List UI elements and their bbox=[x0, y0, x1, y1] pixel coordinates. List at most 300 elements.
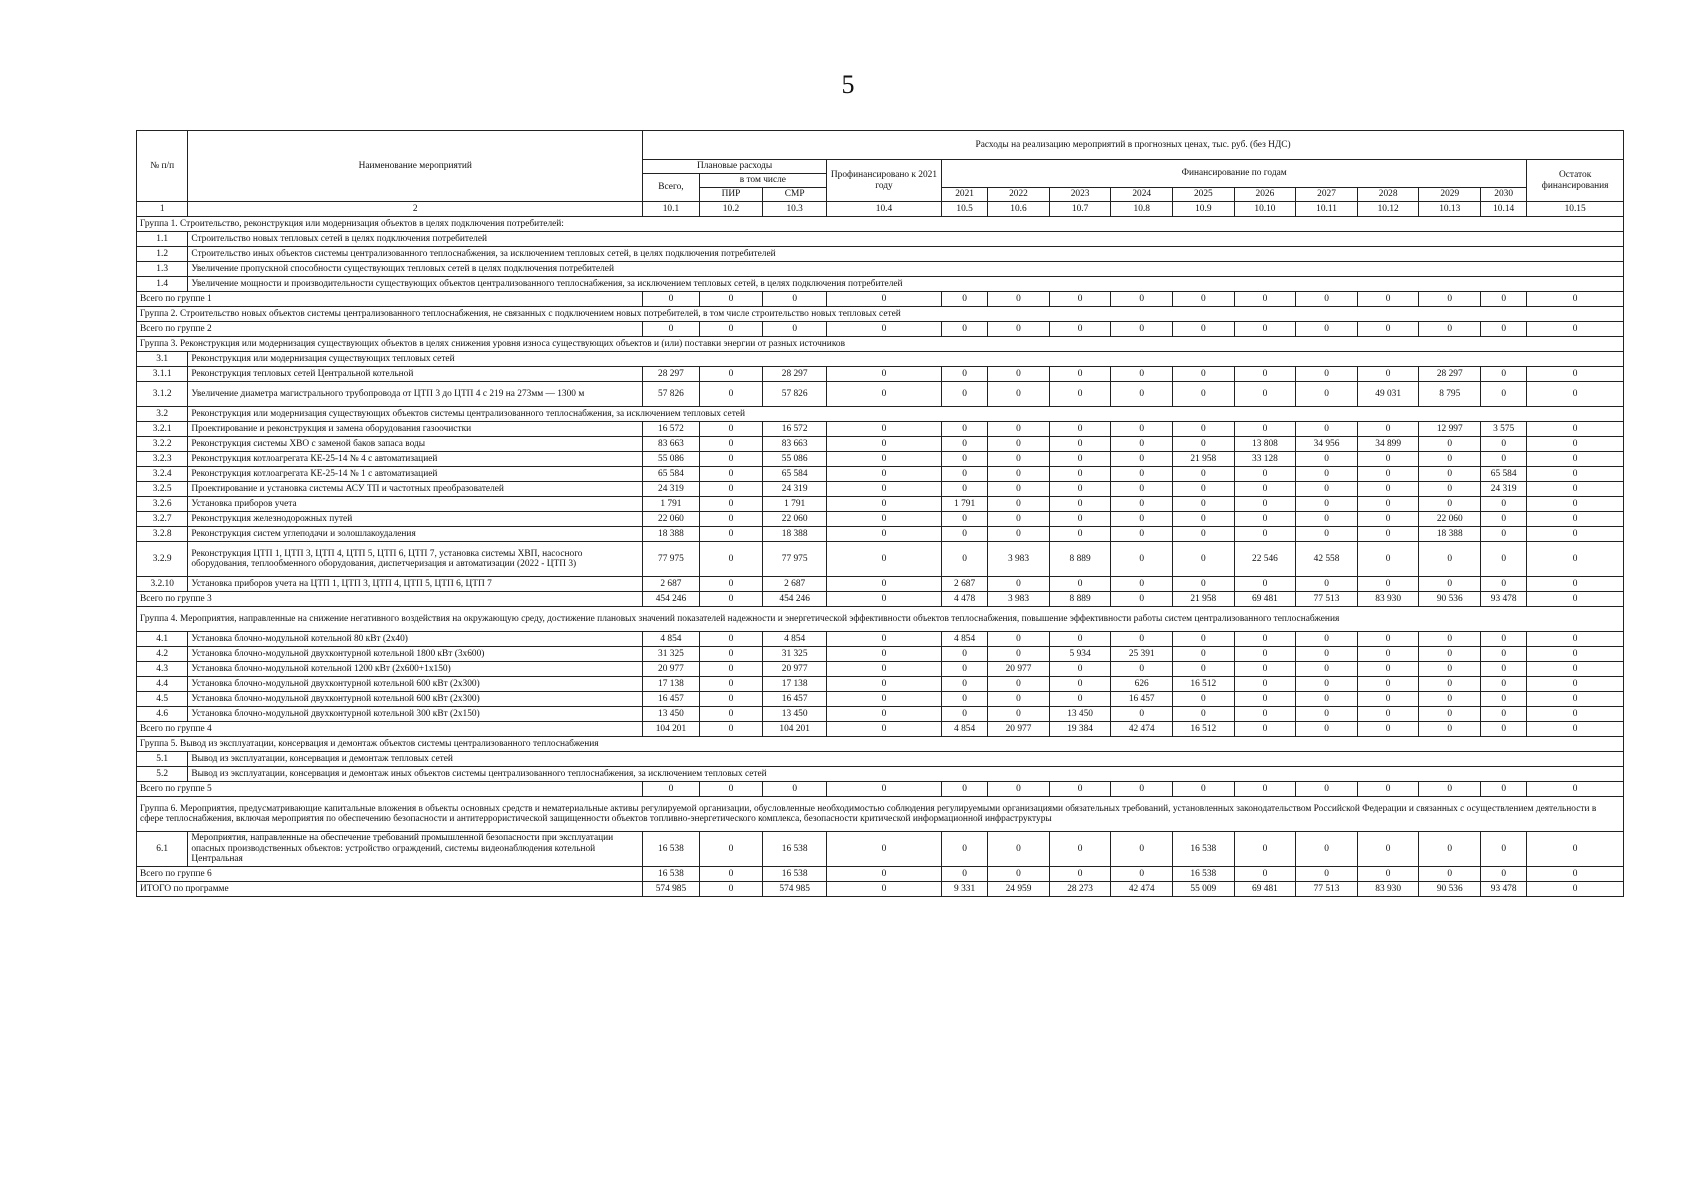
value-cell: 0 bbox=[1296, 452, 1358, 467]
value-cell: 0 bbox=[699, 882, 763, 897]
value-cell: 0 bbox=[826, 382, 941, 407]
column-number: 2 bbox=[188, 202, 643, 217]
value-cell: 0 bbox=[1049, 452, 1111, 467]
value-cell: 0 bbox=[826, 662, 941, 677]
value-cell: 0 bbox=[1481, 867, 1527, 882]
value-cell: 0 bbox=[941, 677, 987, 692]
value-cell: 0 bbox=[1527, 577, 1624, 592]
value-cell: 0 bbox=[1234, 512, 1296, 527]
value-cell: 0 bbox=[1296, 692, 1358, 707]
table-row bbox=[137, 527, 1624, 542]
value-cell: 0 bbox=[1173, 527, 1235, 542]
row-number: 3.2 bbox=[137, 407, 188, 422]
value-cell: 0 bbox=[988, 367, 1050, 382]
header-year-2024: 2024 bbox=[1111, 188, 1173, 202]
row-number: 1.2 bbox=[137, 247, 188, 262]
value-cell: 3 983 bbox=[988, 542, 1050, 577]
measure-name: Реконструкция системы ХВО с заменой баков запаса воды bbox=[188, 437, 643, 452]
value-cell: 0 bbox=[1357, 707, 1419, 722]
value-cell: 0 bbox=[763, 322, 827, 337]
value-cell: 1 791 bbox=[763, 497, 827, 512]
value-cell: 42 558 bbox=[1296, 542, 1358, 577]
value-cell: 13 450 bbox=[643, 707, 699, 722]
value-cell: 0 bbox=[1419, 542, 1481, 577]
value-cell: 0 bbox=[1481, 832, 1527, 867]
value-cell: 0 bbox=[1049, 662, 1111, 677]
measure-name: Реконструкция котлоагрегата КЕ-25-14 № 1 с автоматизацией bbox=[188, 467, 643, 482]
value-cell: 0 bbox=[1049, 467, 1111, 482]
value-cell: 0 bbox=[1527, 437, 1624, 452]
value-cell: 1 791 bbox=[941, 497, 987, 512]
header-including: в том числе bbox=[699, 174, 826, 188]
value-cell: 0 bbox=[988, 512, 1050, 527]
subgroup-name: Вывод из эксплуатации, консервация и демонтаж иных объектов системы централизованного теплоснабжения, за исключением тепловых сетей bbox=[188, 767, 1624, 782]
table-row bbox=[137, 882, 1624, 897]
value-cell: 0 bbox=[1111, 422, 1173, 437]
value-cell: 0 bbox=[988, 707, 1050, 722]
value-cell: 24 319 bbox=[643, 482, 699, 497]
table-row bbox=[137, 307, 1624, 322]
subgroup-name: Реконструкция или модернизация существующих объектов системы централизованного теплоснабжения, за исключением тепловых сетей bbox=[188, 407, 1624, 422]
value-cell: 16 457 bbox=[1111, 692, 1173, 707]
value-cell: 0 bbox=[826, 322, 941, 337]
value-cell: 0 bbox=[1481, 382, 1527, 407]
row-number: 4.5 bbox=[137, 692, 188, 707]
value-cell: 0 bbox=[826, 832, 941, 867]
measure-name: Реконструкция ЦТП 1, ЦТП 3, ЦТП 4, ЦТП 5, ЦТП 6, ЦТП 7, установка системы ХВП, насосного оборудования, теплообменного оборудования, диспетчеризация и автоматизации (2022 - ЦТП 3) bbox=[188, 542, 643, 577]
value-cell: 0 bbox=[1111, 382, 1173, 407]
value-cell: 0 bbox=[1357, 867, 1419, 882]
value-cell: 0 bbox=[1111, 867, 1173, 882]
row-number: 3.2.1 bbox=[137, 422, 188, 437]
value-cell: 0 bbox=[988, 497, 1050, 512]
value-cell: 0 bbox=[988, 577, 1050, 592]
value-cell: 0 bbox=[1481, 322, 1527, 337]
value-cell: 16 538 bbox=[763, 832, 827, 867]
measure-name: Установка блочно-модульной двухконтурной котельной 1800 кВт (3х600) bbox=[188, 647, 643, 662]
value-cell: 0 bbox=[1234, 467, 1296, 482]
value-cell: 0 bbox=[1173, 577, 1235, 592]
value-cell: 0 bbox=[699, 592, 763, 607]
header-financing-by-years: Финансирование по годам bbox=[941, 160, 1526, 188]
value-cell: 0 bbox=[1049, 482, 1111, 497]
value-cell: 0 bbox=[1296, 647, 1358, 662]
table-row bbox=[137, 542, 1624, 577]
row-number: 4.4 bbox=[137, 677, 188, 692]
value-cell: 0 bbox=[1527, 882, 1624, 897]
value-cell: 25 391 bbox=[1111, 647, 1173, 662]
row-number: 3.2.6 bbox=[137, 497, 188, 512]
value-cell: 0 bbox=[1296, 467, 1358, 482]
value-cell: 22 060 bbox=[643, 512, 699, 527]
value-cell: 16 572 bbox=[763, 422, 827, 437]
value-cell: 0 bbox=[1049, 832, 1111, 867]
total-label: Всего по группе 5 bbox=[137, 782, 643, 797]
value-cell: 0 bbox=[1111, 367, 1173, 382]
table-row bbox=[137, 452, 1624, 467]
value-cell: 0 bbox=[941, 542, 987, 577]
value-cell: 0 bbox=[941, 782, 987, 797]
value-cell: 0 bbox=[1357, 632, 1419, 647]
group-heading: Группа 1. Строительство, реконструкция или модернизация объектов в целях подключения потребителей: bbox=[137, 217, 1624, 232]
value-cell: 0 bbox=[1111, 707, 1173, 722]
value-cell: 0 bbox=[1234, 722, 1296, 737]
column-number: 10.7 bbox=[1049, 202, 1111, 217]
value-cell: 0 bbox=[1357, 512, 1419, 527]
value-cell: 4 854 bbox=[643, 632, 699, 647]
value-cell: 0 bbox=[1296, 422, 1358, 437]
column-numbers-row bbox=[137, 202, 1624, 217]
value-cell: 0 bbox=[1357, 527, 1419, 542]
value-cell: 0 bbox=[826, 707, 941, 722]
value-cell: 0 bbox=[1049, 292, 1111, 307]
row-number: 3.2.4 bbox=[137, 467, 188, 482]
value-cell: 0 bbox=[1296, 867, 1358, 882]
value-cell: 0 bbox=[1049, 632, 1111, 647]
value-cell: 0 bbox=[1357, 467, 1419, 482]
value-cell: 0 bbox=[1049, 577, 1111, 592]
measure-name: Установка приборов учета bbox=[188, 497, 643, 512]
value-cell: 18 388 bbox=[1419, 527, 1481, 542]
table-row bbox=[137, 277, 1624, 292]
value-cell: 0 bbox=[1527, 867, 1624, 882]
value-cell: 0 bbox=[1111, 782, 1173, 797]
value-cell: 0 bbox=[826, 647, 941, 662]
table-row bbox=[137, 352, 1624, 367]
value-cell: 0 bbox=[1049, 527, 1111, 542]
measure-name: Мероприятия, направленные на обеспечение требований промышленной безопасности при эксплуатации опасных производственных объектов: устройство ограждений, системы видеонаблюдения котельной Центральная bbox=[188, 832, 643, 867]
value-cell: 0 bbox=[1357, 452, 1419, 467]
header-year-2029: 2029 bbox=[1419, 188, 1481, 202]
value-cell: 16 512 bbox=[1173, 677, 1235, 692]
value-cell: 83 930 bbox=[1357, 882, 1419, 897]
value-cell: 0 bbox=[941, 647, 987, 662]
value-cell: 0 bbox=[1049, 422, 1111, 437]
value-cell: 0 bbox=[1419, 692, 1481, 707]
row-number: 3.2.9 bbox=[137, 542, 188, 577]
value-cell: 0 bbox=[1296, 577, 1358, 592]
value-cell: 17 138 bbox=[763, 677, 827, 692]
value-cell: 0 bbox=[941, 367, 987, 382]
header-smr: СМР bbox=[763, 188, 827, 202]
value-cell: 0 bbox=[1111, 292, 1173, 307]
value-cell: 0 bbox=[1527, 467, 1624, 482]
value-cell: 0 bbox=[1173, 497, 1235, 512]
value-cell: 0 bbox=[1357, 722, 1419, 737]
value-cell: 0 bbox=[941, 322, 987, 337]
row-number: 3.2.2 bbox=[137, 437, 188, 452]
value-cell: 0 bbox=[941, 527, 987, 542]
total-label: ИТОГО по программе bbox=[137, 882, 643, 897]
measure-name: Установка блочно-модульной двухконтурной котельной 600 кВт (2х300) bbox=[188, 677, 643, 692]
value-cell: 69 481 bbox=[1234, 592, 1296, 607]
value-cell: 8 889 bbox=[1049, 592, 1111, 607]
value-cell: 0 bbox=[1357, 482, 1419, 497]
value-cell: 0 bbox=[988, 292, 1050, 307]
value-cell: 0 bbox=[1481, 707, 1527, 722]
value-cell: 49 031 bbox=[1357, 382, 1419, 407]
value-cell: 0 bbox=[699, 692, 763, 707]
value-cell: 0 bbox=[1419, 677, 1481, 692]
table-row bbox=[137, 482, 1624, 497]
value-cell: 0 bbox=[988, 692, 1050, 707]
value-cell: 22 060 bbox=[763, 512, 827, 527]
value-cell: 77 975 bbox=[763, 542, 827, 577]
value-cell: 0 bbox=[941, 692, 987, 707]
value-cell: 0 bbox=[1111, 592, 1173, 607]
column-number: 10.3 bbox=[763, 202, 827, 217]
value-cell: 454 246 bbox=[763, 592, 827, 607]
column-number: 10.5 bbox=[941, 202, 987, 217]
row-number: 3.2.3 bbox=[137, 452, 188, 467]
row-number: 4.3 bbox=[137, 662, 188, 677]
header-year-2028: 2028 bbox=[1357, 188, 1419, 202]
value-cell: 0 bbox=[1357, 292, 1419, 307]
header-year-2025: 2025 bbox=[1173, 188, 1235, 202]
total-label: Всего по группе 6 bbox=[137, 867, 643, 882]
value-cell: 16 457 bbox=[763, 692, 827, 707]
value-cell: 0 bbox=[1527, 527, 1624, 542]
row-number: 3.1.1 bbox=[137, 367, 188, 382]
value-cell: 626 bbox=[1111, 677, 1173, 692]
column-number: 10.9 bbox=[1173, 202, 1235, 217]
value-cell: 0 bbox=[1111, 662, 1173, 677]
value-cell: 34 956 bbox=[1296, 437, 1358, 452]
value-cell: 0 bbox=[1296, 497, 1358, 512]
value-cell: 0 bbox=[1527, 452, 1624, 467]
value-cell: 57 826 bbox=[763, 382, 827, 407]
total-label: Всего по группе 2 bbox=[137, 322, 643, 337]
value-cell: 0 bbox=[941, 512, 987, 527]
value-cell: 0 bbox=[826, 292, 941, 307]
value-cell: 9 331 bbox=[941, 882, 987, 897]
value-cell: 55 009 bbox=[1173, 882, 1235, 897]
value-cell: 0 bbox=[1527, 292, 1624, 307]
value-cell: 0 bbox=[988, 677, 1050, 692]
value-cell: 0 bbox=[699, 867, 763, 882]
column-number: 10.10 bbox=[1234, 202, 1296, 217]
subgroup-name: Реконструкция или модернизация существующих тепловых сетей bbox=[188, 352, 1624, 367]
value-cell: 12 997 bbox=[1419, 422, 1481, 437]
value-cell: 28 273 bbox=[1049, 882, 1111, 897]
value-cell: 0 bbox=[1173, 692, 1235, 707]
value-cell: 5 934 bbox=[1049, 647, 1111, 662]
column-number: 10.1 bbox=[643, 202, 699, 217]
measure-name: Реконструкция котлоагрегата КЕ-25-14 № 4 с автоматизацией bbox=[188, 452, 643, 467]
group-heading: Группа 6. Мероприятия, предусматривающие капитальные вложения в объекты основных средств и нематериальные активы регулируемой организации, обусловленные необходимостью соблюдения регулируемыми организациями обязательных требований, установленных законодательством Российской Федерации и связанных с осуществлением деятельности в сфере теплоснабжения, включая мероприятия по обеспечению безопасности и антитеррористической защищенности объектов топливно-энергетического комплекса, безопасности критической информационной инфраструктуры bbox=[137, 797, 1624, 832]
value-cell: 0 bbox=[1111, 452, 1173, 467]
value-cell: 0 bbox=[826, 527, 941, 542]
value-cell: 77 975 bbox=[643, 542, 699, 577]
value-cell: 0 bbox=[1111, 497, 1173, 512]
value-cell: 0 bbox=[826, 422, 941, 437]
value-cell: 0 bbox=[1481, 692, 1527, 707]
value-cell: 0 bbox=[1111, 437, 1173, 452]
value-cell: 0 bbox=[826, 632, 941, 647]
row-number: 4.1 bbox=[137, 632, 188, 647]
value-cell: 0 bbox=[1527, 707, 1624, 722]
value-cell: 0 bbox=[699, 577, 763, 592]
value-cell: 0 bbox=[1527, 542, 1624, 577]
value-cell: 574 985 bbox=[763, 882, 827, 897]
value-cell: 4 854 bbox=[941, 632, 987, 647]
column-number: 10.2 bbox=[699, 202, 763, 217]
group-heading: Группа 4. Мероприятия, направленные на снижение негативного воздействия на окружающую среду, достижение плановых значений показателей надежности и энергетической эффективности объектов теплоснабжения, повышение эффективности работы систем централизованного теплоснабжения bbox=[137, 607, 1624, 632]
value-cell: 0 bbox=[1111, 632, 1173, 647]
value-cell: 0 bbox=[1173, 707, 1235, 722]
header-year-2021: 2021 bbox=[941, 188, 987, 202]
value-cell: 0 bbox=[941, 437, 987, 452]
table-row bbox=[137, 437, 1624, 452]
value-cell: 55 086 bbox=[643, 452, 699, 467]
value-cell: 0 bbox=[699, 677, 763, 692]
value-cell: 0 bbox=[826, 482, 941, 497]
subgroup-name: Вывод из эксплуатации, консервация и демонтаж тепловых сетей bbox=[188, 752, 1624, 767]
value-cell: 0 bbox=[988, 782, 1050, 797]
value-cell: 16 538 bbox=[763, 867, 827, 882]
table-row bbox=[137, 737, 1624, 752]
value-cell: 0 bbox=[826, 867, 941, 882]
value-cell: 0 bbox=[1481, 527, 1527, 542]
value-cell: 13 450 bbox=[763, 707, 827, 722]
value-cell: 33 128 bbox=[1234, 452, 1296, 467]
value-cell: 0 bbox=[1357, 677, 1419, 692]
value-cell: 0 bbox=[1481, 722, 1527, 737]
value-cell: 0 bbox=[1234, 322, 1296, 337]
value-cell: 28 297 bbox=[763, 367, 827, 382]
value-cell: 0 bbox=[1049, 782, 1111, 797]
table-row bbox=[137, 782, 1624, 797]
value-cell: 0 bbox=[1419, 707, 1481, 722]
column-number: 10.12 bbox=[1357, 202, 1419, 217]
measure-name: Установка блочно-модульной котельной 1200 кВт (2х600+1х150) bbox=[188, 662, 643, 677]
value-cell: 0 bbox=[699, 452, 763, 467]
value-cell: 0 bbox=[643, 782, 699, 797]
value-cell: 16 512 bbox=[1173, 722, 1235, 737]
value-cell: 0 bbox=[1481, 367, 1527, 382]
value-cell: 0 bbox=[699, 322, 763, 337]
subgroup-name: Строительство новых тепловых сетей в целях подключения потребителей bbox=[188, 232, 1624, 247]
value-cell: 0 bbox=[1419, 437, 1481, 452]
value-cell: 0 bbox=[941, 832, 987, 867]
value-cell: 4 854 bbox=[941, 722, 987, 737]
table-row bbox=[137, 322, 1624, 337]
header-remainder: Остаток финансирования bbox=[1527, 160, 1624, 202]
value-cell: 57 826 bbox=[643, 382, 699, 407]
row-number: 4.6 bbox=[137, 707, 188, 722]
table-row bbox=[137, 337, 1624, 352]
value-cell: 0 bbox=[941, 662, 987, 677]
row-number: 3.2.7 bbox=[137, 512, 188, 527]
column-number: 10.6 bbox=[988, 202, 1050, 217]
value-cell: 22 546 bbox=[1234, 542, 1296, 577]
value-cell: 0 bbox=[1419, 832, 1481, 867]
value-cell: 13 808 bbox=[1234, 437, 1296, 452]
value-cell: 0 bbox=[1419, 497, 1481, 512]
value-cell: 0 bbox=[699, 527, 763, 542]
value-cell: 0 bbox=[826, 452, 941, 467]
value-cell: 0 bbox=[1527, 632, 1624, 647]
value-cell: 28 297 bbox=[1419, 367, 1481, 382]
value-cell: 0 bbox=[1234, 677, 1296, 692]
value-cell: 0 bbox=[1173, 647, 1235, 662]
value-cell: 0 bbox=[1527, 722, 1624, 737]
value-cell: 31 325 bbox=[643, 647, 699, 662]
value-cell: 574 985 bbox=[643, 882, 699, 897]
value-cell: 0 bbox=[1234, 367, 1296, 382]
table-row bbox=[137, 232, 1624, 247]
value-cell: 2 687 bbox=[643, 577, 699, 592]
value-cell: 93 478 bbox=[1481, 592, 1527, 607]
value-cell: 0 bbox=[1357, 692, 1419, 707]
table-row bbox=[137, 217, 1624, 232]
value-cell: 0 bbox=[826, 722, 941, 737]
value-cell: 0 bbox=[988, 867, 1050, 882]
header-year-2030: 2030 bbox=[1481, 188, 1527, 202]
value-cell: 0 bbox=[1481, 437, 1527, 452]
value-cell: 8 795 bbox=[1419, 382, 1481, 407]
column-number: 10.11 bbox=[1296, 202, 1358, 217]
value-cell: 0 bbox=[826, 467, 941, 482]
value-cell: 0 bbox=[1527, 482, 1624, 497]
table-row bbox=[137, 767, 1624, 782]
value-cell: 65 584 bbox=[763, 467, 827, 482]
value-cell: 0 bbox=[1111, 577, 1173, 592]
value-cell: 0 bbox=[699, 832, 763, 867]
value-cell: 28 297 bbox=[643, 367, 699, 382]
measure-name: Установка блочно-модульной двухконтурной котельной 300 кВт (2х150) bbox=[188, 707, 643, 722]
row-number: 3.1 bbox=[137, 352, 188, 367]
value-cell: 0 bbox=[826, 437, 941, 452]
measure-name: Проектирование и реконструкция и замена оборудования газоочистки bbox=[188, 422, 643, 437]
value-cell: 0 bbox=[1234, 382, 1296, 407]
table-row bbox=[137, 382, 1624, 407]
value-cell: 0 bbox=[1111, 512, 1173, 527]
value-cell: 77 513 bbox=[1296, 882, 1358, 897]
subgroup-name: Строительство иных объектов системы централизованного теплоснабжения, за исключением тепловых сетей, в целях подключения потребителей bbox=[188, 247, 1624, 262]
row-number: 6.1 bbox=[137, 832, 188, 867]
value-cell: 0 bbox=[1049, 867, 1111, 882]
value-cell: 0 bbox=[1173, 422, 1235, 437]
value-cell: 24 959 bbox=[988, 882, 1050, 897]
value-cell: 83 663 bbox=[643, 437, 699, 452]
value-cell: 0 bbox=[699, 467, 763, 482]
table-row bbox=[137, 707, 1624, 722]
row-number: 5.1 bbox=[137, 752, 188, 767]
table-row bbox=[137, 752, 1624, 767]
value-cell: 0 bbox=[988, 322, 1050, 337]
value-cell: 83 930 bbox=[1357, 592, 1419, 607]
value-cell: 34 899 bbox=[1357, 437, 1419, 452]
value-cell: 0 bbox=[1049, 382, 1111, 407]
value-cell: 20 977 bbox=[763, 662, 827, 677]
value-cell: 0 bbox=[699, 707, 763, 722]
table-row bbox=[137, 647, 1624, 662]
value-cell: 42 474 bbox=[1111, 722, 1173, 737]
value-cell: 0 bbox=[1481, 677, 1527, 692]
value-cell: 0 bbox=[1234, 577, 1296, 592]
value-cell: 0 bbox=[1357, 497, 1419, 512]
value-cell: 0 bbox=[1234, 867, 1296, 882]
value-cell: 0 bbox=[699, 722, 763, 737]
value-cell: 0 bbox=[1234, 422, 1296, 437]
value-cell: 0 bbox=[1296, 512, 1358, 527]
value-cell: 0 bbox=[1481, 662, 1527, 677]
value-cell: 16 538 bbox=[643, 832, 699, 867]
value-cell: 0 bbox=[1296, 707, 1358, 722]
value-cell: 16 538 bbox=[643, 867, 699, 882]
value-cell: 20 977 bbox=[988, 722, 1050, 737]
